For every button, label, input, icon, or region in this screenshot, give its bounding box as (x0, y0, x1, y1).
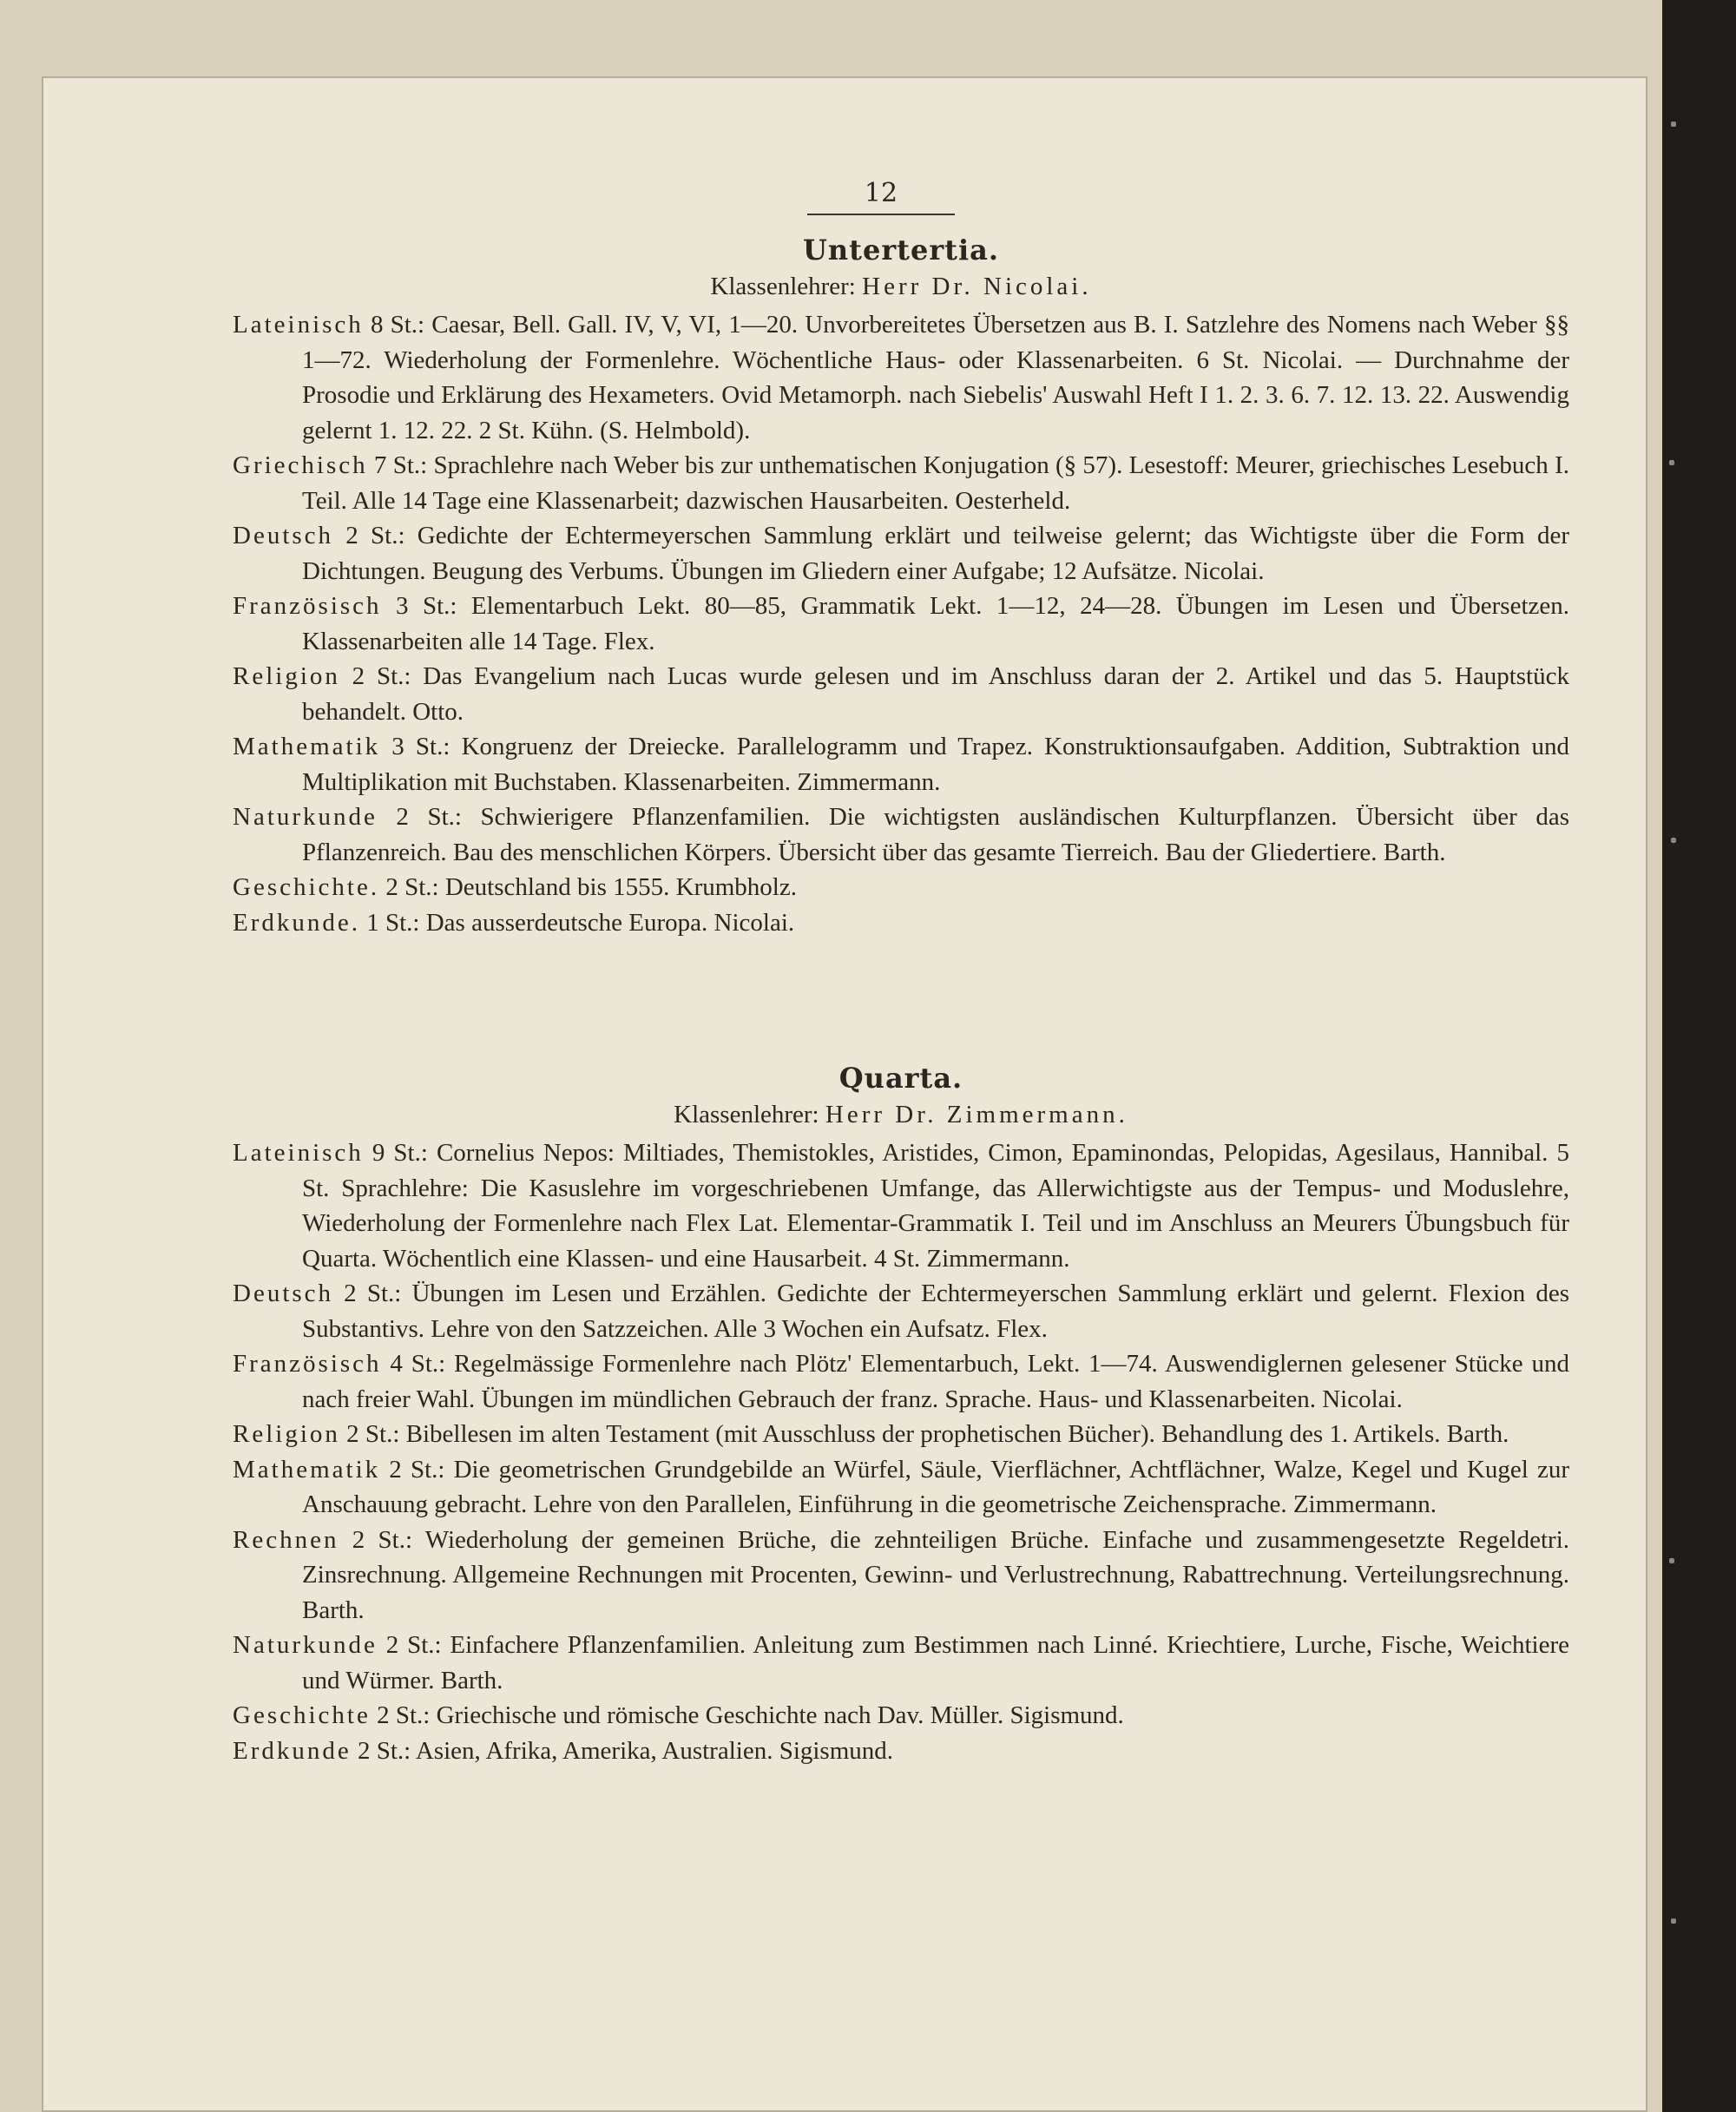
section-untertertia (233, 233, 1569, 940)
subject-text: 2 St.: Einfachere Pflanzenfamilien. Anleitung zum Bestimmen nach Linné. Kriechtiere, Lurche, Fische, Weichtiere und Würmer. Barth. (302, 1631, 1569, 1694)
subject-text: 4 St.: Regelmässige Formenlehre nach Plötz' Elementarbuch, Lekt. 1—74. Auswendiglernen gelesener Stücke und nach freier Wahl. Übungen im mündlichen Gebrauch der franz. Sprache. Haus- und Klassenarbeiten. Nicolai. (302, 1350, 1569, 1413)
subject-entry (233, 659, 1569, 729)
subject-text: 2 St.: Schwierigere Pflanzenfamilien. Die wichtigsten ausländischen Kulturpflanzen. Übersicht über das Pflanzenreich. Bau des menschlichen Körpers. Übersicht über das gesamte Tierreich. Bau der Gliedertiere. Barth. (302, 803, 1569, 866)
subject-name: Lateinisch (233, 311, 364, 339)
subject-name: Geschichte. (233, 873, 380, 901)
section-title: Untertertia. (803, 234, 999, 266)
subject-name: Religion (233, 1420, 340, 1448)
section-title: Quarta. (838, 1062, 963, 1095)
subject-entry (233, 905, 1569, 941)
subject-name: Französisch (233, 1350, 382, 1378)
book-gutter (1662, 0, 1736, 2112)
subject-name: Naturkunde (233, 803, 378, 831)
subject-text: 2 St.: Bibellesen im alten Testament (mit Ausschluss der prophetischen Bücher). Behandlung des 1. Artikels. Barth. (339, 1420, 1509, 1448)
subject-name: Naturkunde (233, 1631, 378, 1659)
subject-entry (233, 1276, 1569, 1346)
teacher-name: Herr Dr. Nicolai. (862, 273, 1092, 300)
subject-name: Rechnen (233, 1525, 339, 1554)
subject-entry (233, 870, 1569, 905)
subject-text: 2 St.: Griechische und römische Geschichte nach Dav. Müller. Sigismund. (370, 1701, 1124, 1729)
subject-entry (233, 307, 1569, 448)
subject-entry (233, 1452, 1569, 1523)
subject-text: 2 St.: Wiederholung der gemeinen Brüche, die zehnteiligen Brüche. Einfache und zusammengesetzte Regeldetri. Zinsrechnung. Allgemeine Rechnungen mit Procenten, Gewinn- und Verlustrechnung, Rabattrechnung. Verteilungsrechnung. Barth. (302, 1525, 1569, 1624)
subject-name: Deutsch (233, 1280, 334, 1307)
subject-name: Deutsch (233, 522, 334, 549)
subject-entry (233, 1698, 1569, 1734)
subject-text: 7 St.: Sprachlehre nach Weber bis zur unthematischen Konjugation (§ 57). Lesestoff: Meurer, griechisches Lesebuch I. Teil. Alle 14 Tage eine Klassenarbeit; dazwischen Hausarbeiten. Oesterheld. (302, 451, 1569, 515)
subject-text: 1 St.: Das ausserdeutsche Europa. Nicolai. (360, 908, 795, 937)
subject-entry (233, 589, 1569, 659)
subject-name: Französisch (233, 592, 382, 620)
subject-entry (233, 448, 1569, 518)
subject-entry (233, 1135, 1569, 1276)
gutter-mark (1669, 460, 1674, 465)
subject-name: Geschichte (233, 1701, 371, 1729)
subject-entry (233, 799, 1569, 870)
subject-text: 2 St.: Das Evangelium nach Lucas wurde gelesen und im Anschluss daran der 2. Artikel und das 5. Hauptstück behandelt. Otto. (302, 662, 1569, 726)
teacher-label: Klassenlehrer: (710, 273, 856, 300)
gutter-mark (1671, 838, 1676, 843)
section-quarta (233, 1061, 1569, 1768)
subject-text: 2 St.: Gedichte der Echtermeyerschen Sammlung erklärt und teilweise gelernt; das Wichtigste über die Form der Dichtungen. Beugung des Verbums. Übungen im Gliedern einer Aufgabe; 12 Aufsätze. Nicolai. (302, 522, 1569, 585)
subject-text: 8 St.: Caesar, Bell. Gall. IV, V, VI, 1—20. Unvorbereitetes Übersetzen aus B. I. Satzlehre des Nomens nach Weber §§ 1—72. Wiederholung der Formenlehre. Wöchentliche Haus- oder Klassenarbeiten. 6 St. Nicolai. — Durchnahme der Prosodie und Erklärung des Hexameters. Ovid Metamorph. nach Siebelis' Auswahl Heft I 1. 2. 3. 6. 7. 12. 13. 22. Auswendig gelernt 1. 12. 22. 2 St. Kühn. (S. Helmbold). (302, 311, 1569, 444)
subject-entry (233, 518, 1569, 589)
page-number: 12 (864, 178, 898, 208)
page-number-rule (807, 214, 955, 215)
subject-entry (233, 729, 1569, 799)
subject-name: Erdkunde (233, 1736, 352, 1765)
subject-text: 2 St.: Asien, Afrika, Amerika, Australien. Sigismund. (351, 1736, 894, 1765)
gutter-mark (1671, 122, 1676, 127)
subject-name: Mathematik (233, 733, 381, 760)
class-teacher (233, 271, 1569, 302)
subject-entry (233, 1734, 1569, 1769)
subject-text: 2 St.: Die geometrischen Grundgebilde an Würfel, Säule, Vierflächner, Achtflächner, Walze, Kegel und Kugel zur Anschauung gebracht. Lehre von den Parallelen, Einführung in die geometrische Zeichensprache. Zimmermann. (302, 1455, 1569, 1518)
subject-name: Mathematik (233, 1455, 381, 1484)
subject-entry (233, 1523, 1569, 1628)
subject-text: 3 St.: Kongruenz der Dreiecke. Parallelogramm und Trapez. Konstruktionsaufgaben. Addition, Subtraktion und Multiplikation mit Buchstaben. Klassenarbeiten. Zimmermann. (302, 733, 1569, 796)
subject-entry (233, 1417, 1569, 1452)
subject-entry (233, 1628, 1569, 1698)
teacher-label: Klassenlehrer: (674, 1101, 819, 1128)
subject-name: Griechisch (233, 451, 368, 479)
subject-name: Erdkunde. (233, 908, 360, 937)
gutter-mark (1671, 1918, 1676, 1924)
subject-text: 2 St.: Deutschland bis 1555. Krumbholz. (379, 873, 797, 901)
subject-name: Religion (233, 662, 340, 690)
subject-text: 9 St.: Cornelius Nepos: Miltiades, Themistokles, Aristides, Cimon, Epaminondas, Pelopidas, Agesilaus, Hannibal. 5 St. Sprachlehre: Die Kasuslehre im vorgeschriebenen Umfange, das Allerwichtigste aus der Tempus- und Moduslehre, Wiederholung der Formenlehre nach Flex Lat. Elementar-Grammatik I. Teil und im Anschluss an Meurers Übungsbuch für Quarta. Wöchentlich eine Klassen- und eine Hausarbeit. 4 St. Zimmermann. (302, 1139, 1569, 1273)
subject-name: Lateinisch (233, 1139, 364, 1167)
subject-text: 3 St.: Elementarbuch Lekt. 80—85, Grammatik Lekt. 1—12, 24—28. Übungen im Lesen und Übersetzen. Klassenarbeiten alle 14 Tage. Flex. (302, 592, 1569, 655)
teacher-name: Herr Dr. Zimmermann. (825, 1101, 1128, 1128)
subject-entry (233, 1346, 1569, 1417)
class-teacher (233, 1099, 1569, 1130)
subject-text: 2 St.: Übungen im Lesen und Erzählen. Gedichte der Echtermeyerschen Sammlung erklärt und gelernt. Flexion des Substantivs. Lehre von den Satzzeichen. Alle 3 Wochen ein Aufsatz. Flex. (302, 1280, 1569, 1343)
gutter-mark (1669, 1558, 1674, 1563)
